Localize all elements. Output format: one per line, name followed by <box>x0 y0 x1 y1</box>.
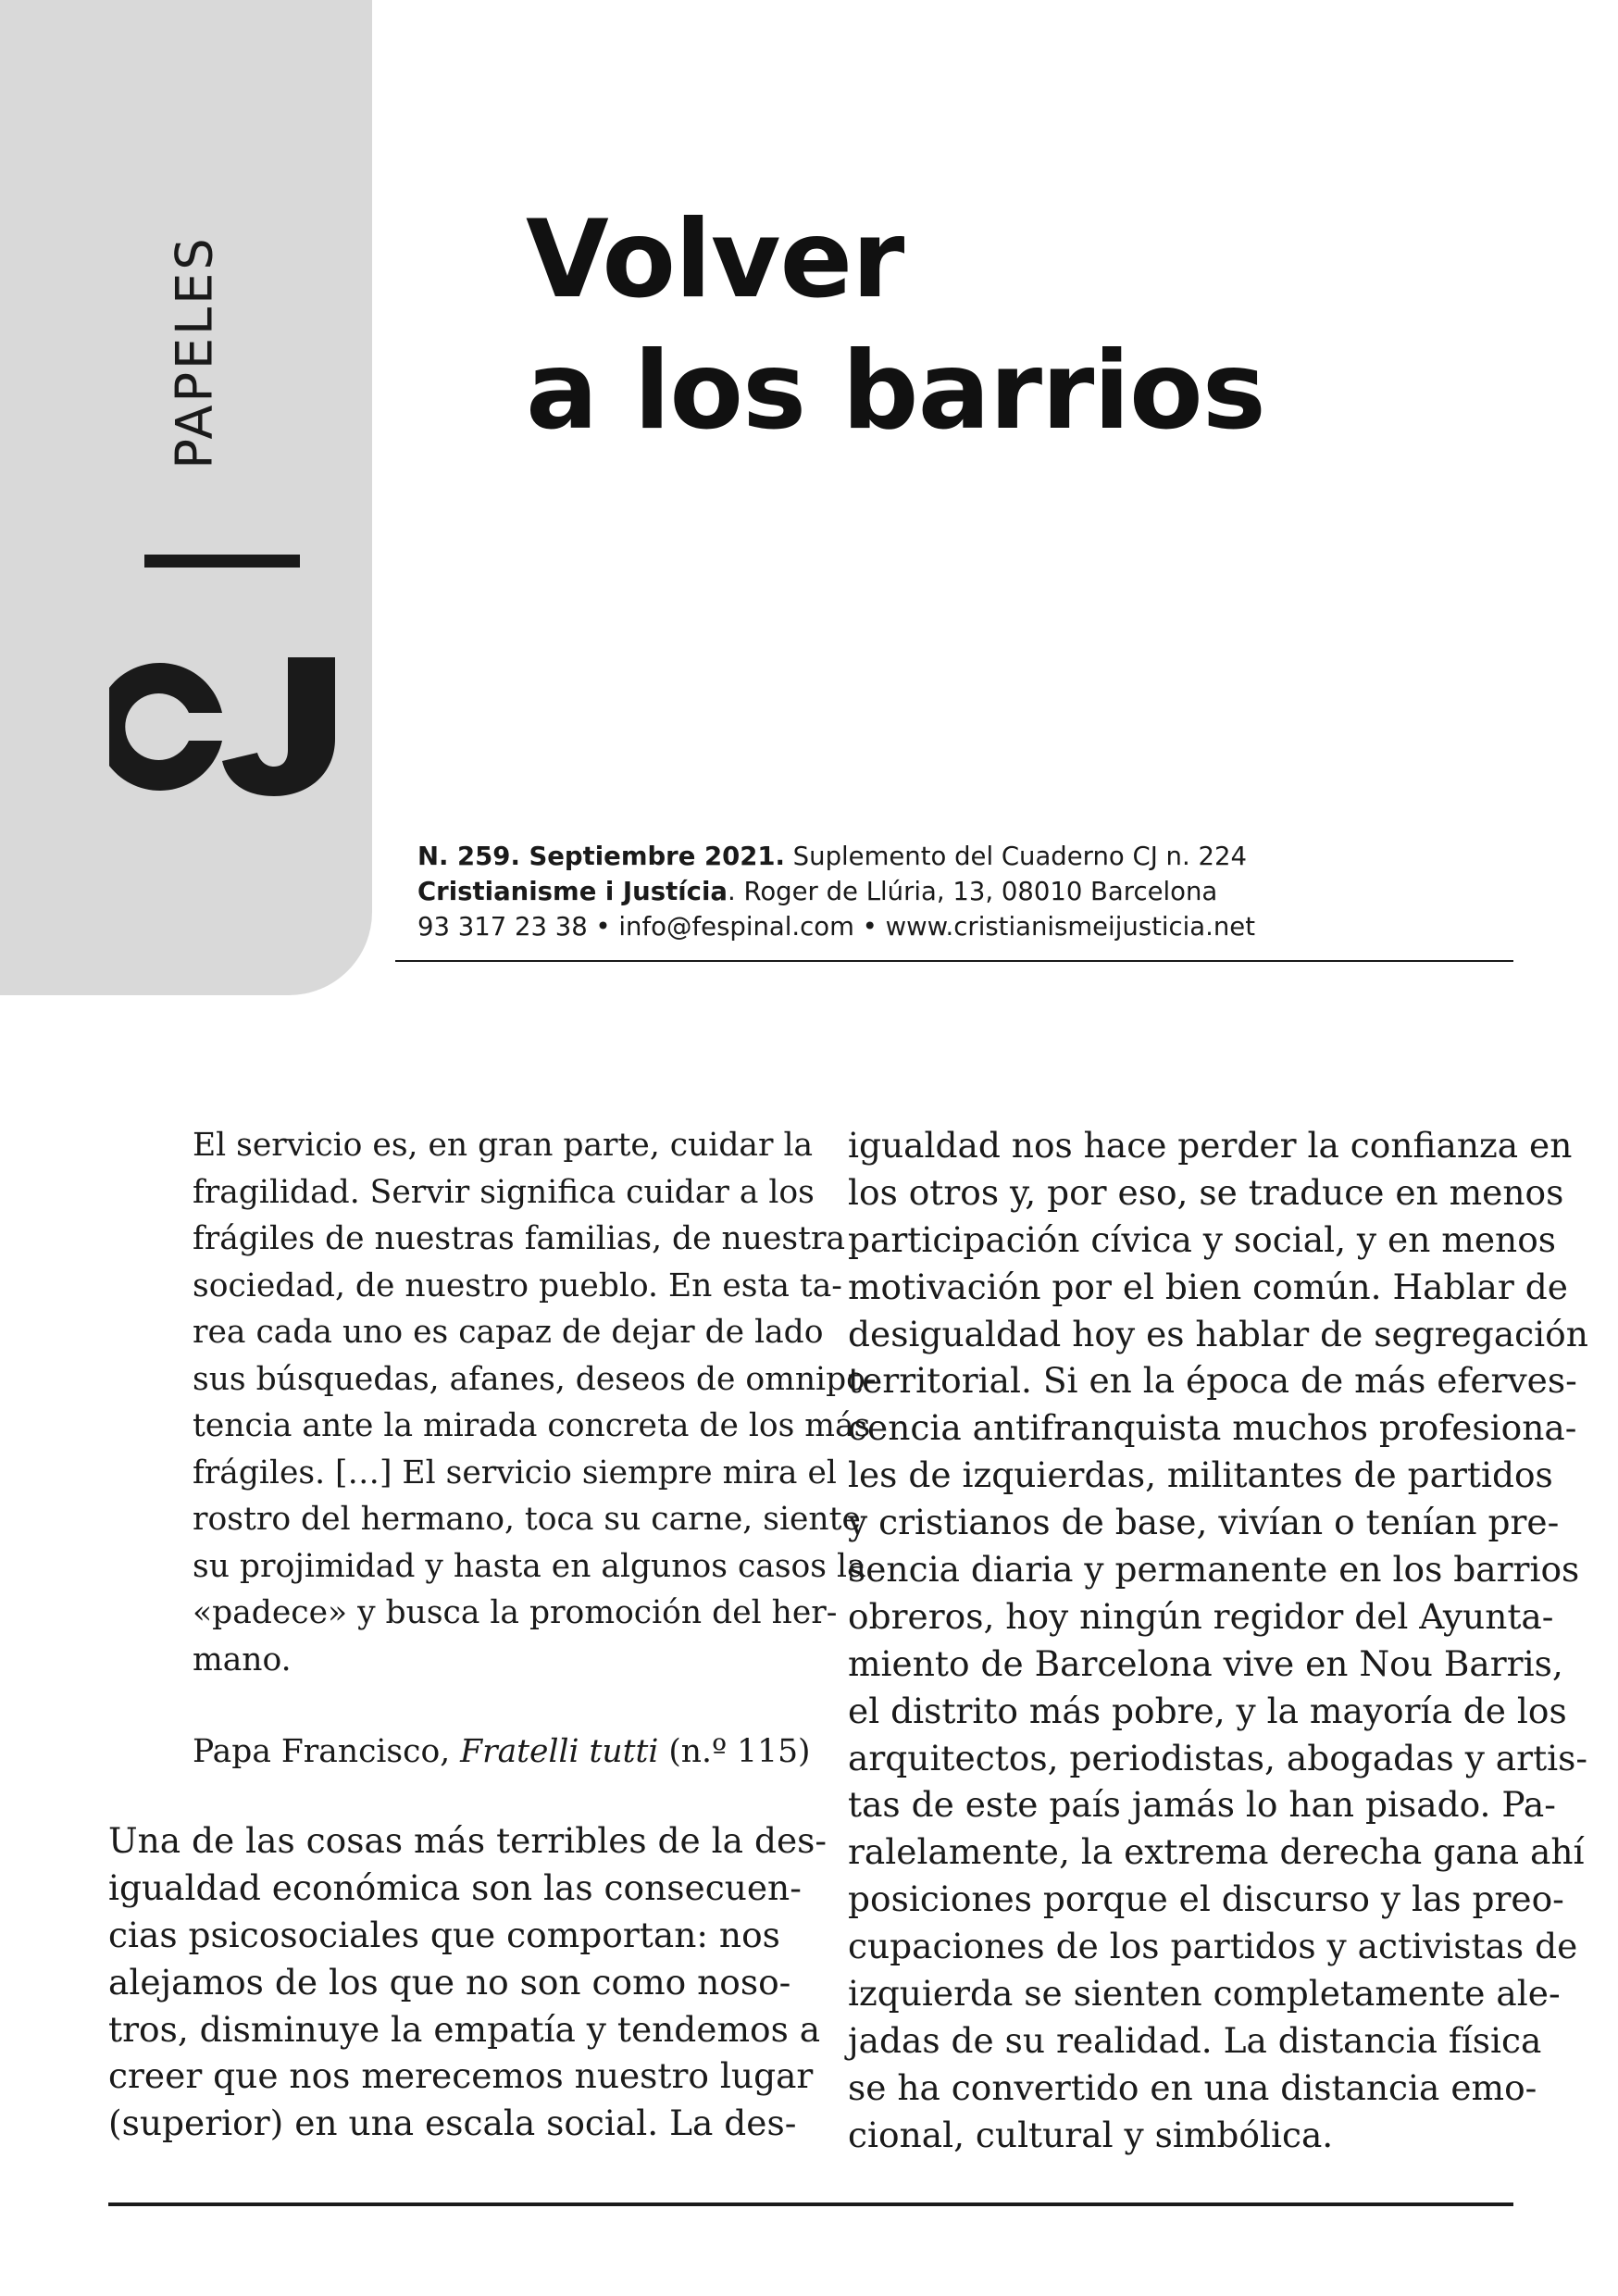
sidebar-divider <box>144 555 300 568</box>
body-line: izquierda se sienten completamente ale- <box>848 1973 1561 2015</box>
publication-info <box>417 839 1255 944</box>
quote-line: tencia ante la mirada concreta de los más <box>193 1407 871 1444</box>
body-line: tas de este país jamás lo han pisado. Pa- <box>848 1784 1556 1826</box>
quote-line: sus búsquedas, afanes, deseos de omnipo- <box>193 1360 877 1398</box>
body-line: ralelamente, la extrema derecha gana ahí <box>848 1831 1585 1873</box>
title-line-1: Volver <box>526 197 904 322</box>
body-line: igualdad nos hace perder la confianza en <box>848 1125 1573 1166</box>
body-column-1 <box>108 1817 828 2147</box>
quote-line: El servicio es, en gran parte, cuidar la <box>193 1127 814 1164</box>
body-line: alejamos de los que no son como noso- <box>108 1961 791 2003</box>
body-line: y cristianos de base, vivían o tenían pre- <box>848 1502 1560 1543</box>
citation-work: Fratelli tutti <box>460 1733 659 1770</box>
supplement-note: Suplemento del Cuaderno CJ n. 224 <box>784 842 1247 871</box>
publisher-address: . Roger de Llúria, 13, 08010 Barcelona <box>727 877 1218 906</box>
body-line: motivación por el bien común. Hablar de <box>848 1266 1568 1307</box>
logo-letter-j <box>222 657 335 796</box>
logo-letter-c <box>109 663 222 791</box>
body-line: creer que nos merecemos nuestro lugar <box>108 2055 814 2097</box>
issue-number: N. 259. Septiembre 2021. <box>417 842 785 871</box>
epigraph-quote <box>193 1122 877 1683</box>
article-title <box>526 194 1265 457</box>
title-line-2: a los barrios <box>526 329 1265 454</box>
body-line: desigualdad hoy es hablar de segregación <box>848 1313 1588 1354</box>
quote-line: «padece» y busca la promoción del her- <box>193 1594 838 1631</box>
quote-line: rea cada uno es capaz de dejar de lado <box>193 1314 824 1351</box>
body-line: jadas de su realidad. La distancia física <box>848 2019 1542 2061</box>
body-line: miento de Barcelona vive en Nou Barris, <box>848 1642 1563 1684</box>
body-line: (superior) en una escala social. La des- <box>108 2103 797 2144</box>
quote-line: fragilidad. Servir significa cuidar a los <box>193 1173 815 1211</box>
body-line: posiciones porque el discurso y las preo- <box>848 1878 1564 1920</box>
header-rule <box>395 960 1513 962</box>
body-line: cencia antifranquista muchos profesiona- <box>848 1407 1577 1449</box>
citation-author: Papa Francisco, <box>193 1733 461 1770</box>
body-line: Una de las cosas más terribles de la des- <box>108 1820 828 1861</box>
body-line: cias psicosociales que comportan: nos <box>108 1914 780 1955</box>
body-line: obreros, hoy ningún regidor del Ayunta- <box>848 1595 1554 1637</box>
body-line: el distrito más pobre, y la mayoría de los <box>848 1690 1567 1731</box>
body-line: igualdad económica son las consecuen- <box>108 1866 802 1908</box>
footer-rule <box>108 2202 1513 2206</box>
body-line: sencia diaria y permanente en los barrios <box>848 1549 1580 1591</box>
body-column-2 <box>848 1122 1588 2159</box>
citation-reference: (n.º 115) <box>658 1733 811 1770</box>
quote-line: sociedad, de nuestro pueblo. En esta ta- <box>193 1267 842 1304</box>
body-line: se ha convertido en una distancia emo- <box>848 2066 1537 2108</box>
body-line: arquitectos, periodistas, abogadas y artis- <box>848 1737 1588 1778</box>
publisher-name: Cristianisme i Justícia <box>417 877 728 906</box>
quote-line: rostro del hermano, toca su carne, siente <box>193 1501 861 1538</box>
body-line: les de izquierdas, militantes de partidos <box>848 1454 1553 1496</box>
cj-logo <box>109 657 335 796</box>
body-line: territorial. Si en la época de más eferves- <box>848 1360 1577 1402</box>
body-line: cupaciones de los partidos y activistas de <box>848 1926 1578 1967</box>
body-line: cional, cultural y simbólica. <box>848 2114 1334 2155</box>
quote-line: frágiles de nuestras familias, de nuestra <box>193 1220 846 1257</box>
body-line: los otros y, por eso, se traduce en menos <box>848 1171 1564 1213</box>
section-label: PAPELES <box>165 234 224 469</box>
contact-line: 93 317 23 38 • info@fespinal.com • www.cristianismeijusticia.net <box>417 912 1256 942</box>
quote-line: su projimidad y hasta en algunos casos la <box>193 1547 866 1585</box>
body-line: participación cívica y social, y en menos <box>848 1218 1557 1260</box>
quote-line: frágiles. […] El servicio siempre mira el <box>193 1454 837 1491</box>
quote-line: mano. <box>193 1641 292 1678</box>
epigraph-citation <box>193 1728 811 1775</box>
body-line: tros, disminuye la empatía y tendemos a <box>108 2008 821 2050</box>
